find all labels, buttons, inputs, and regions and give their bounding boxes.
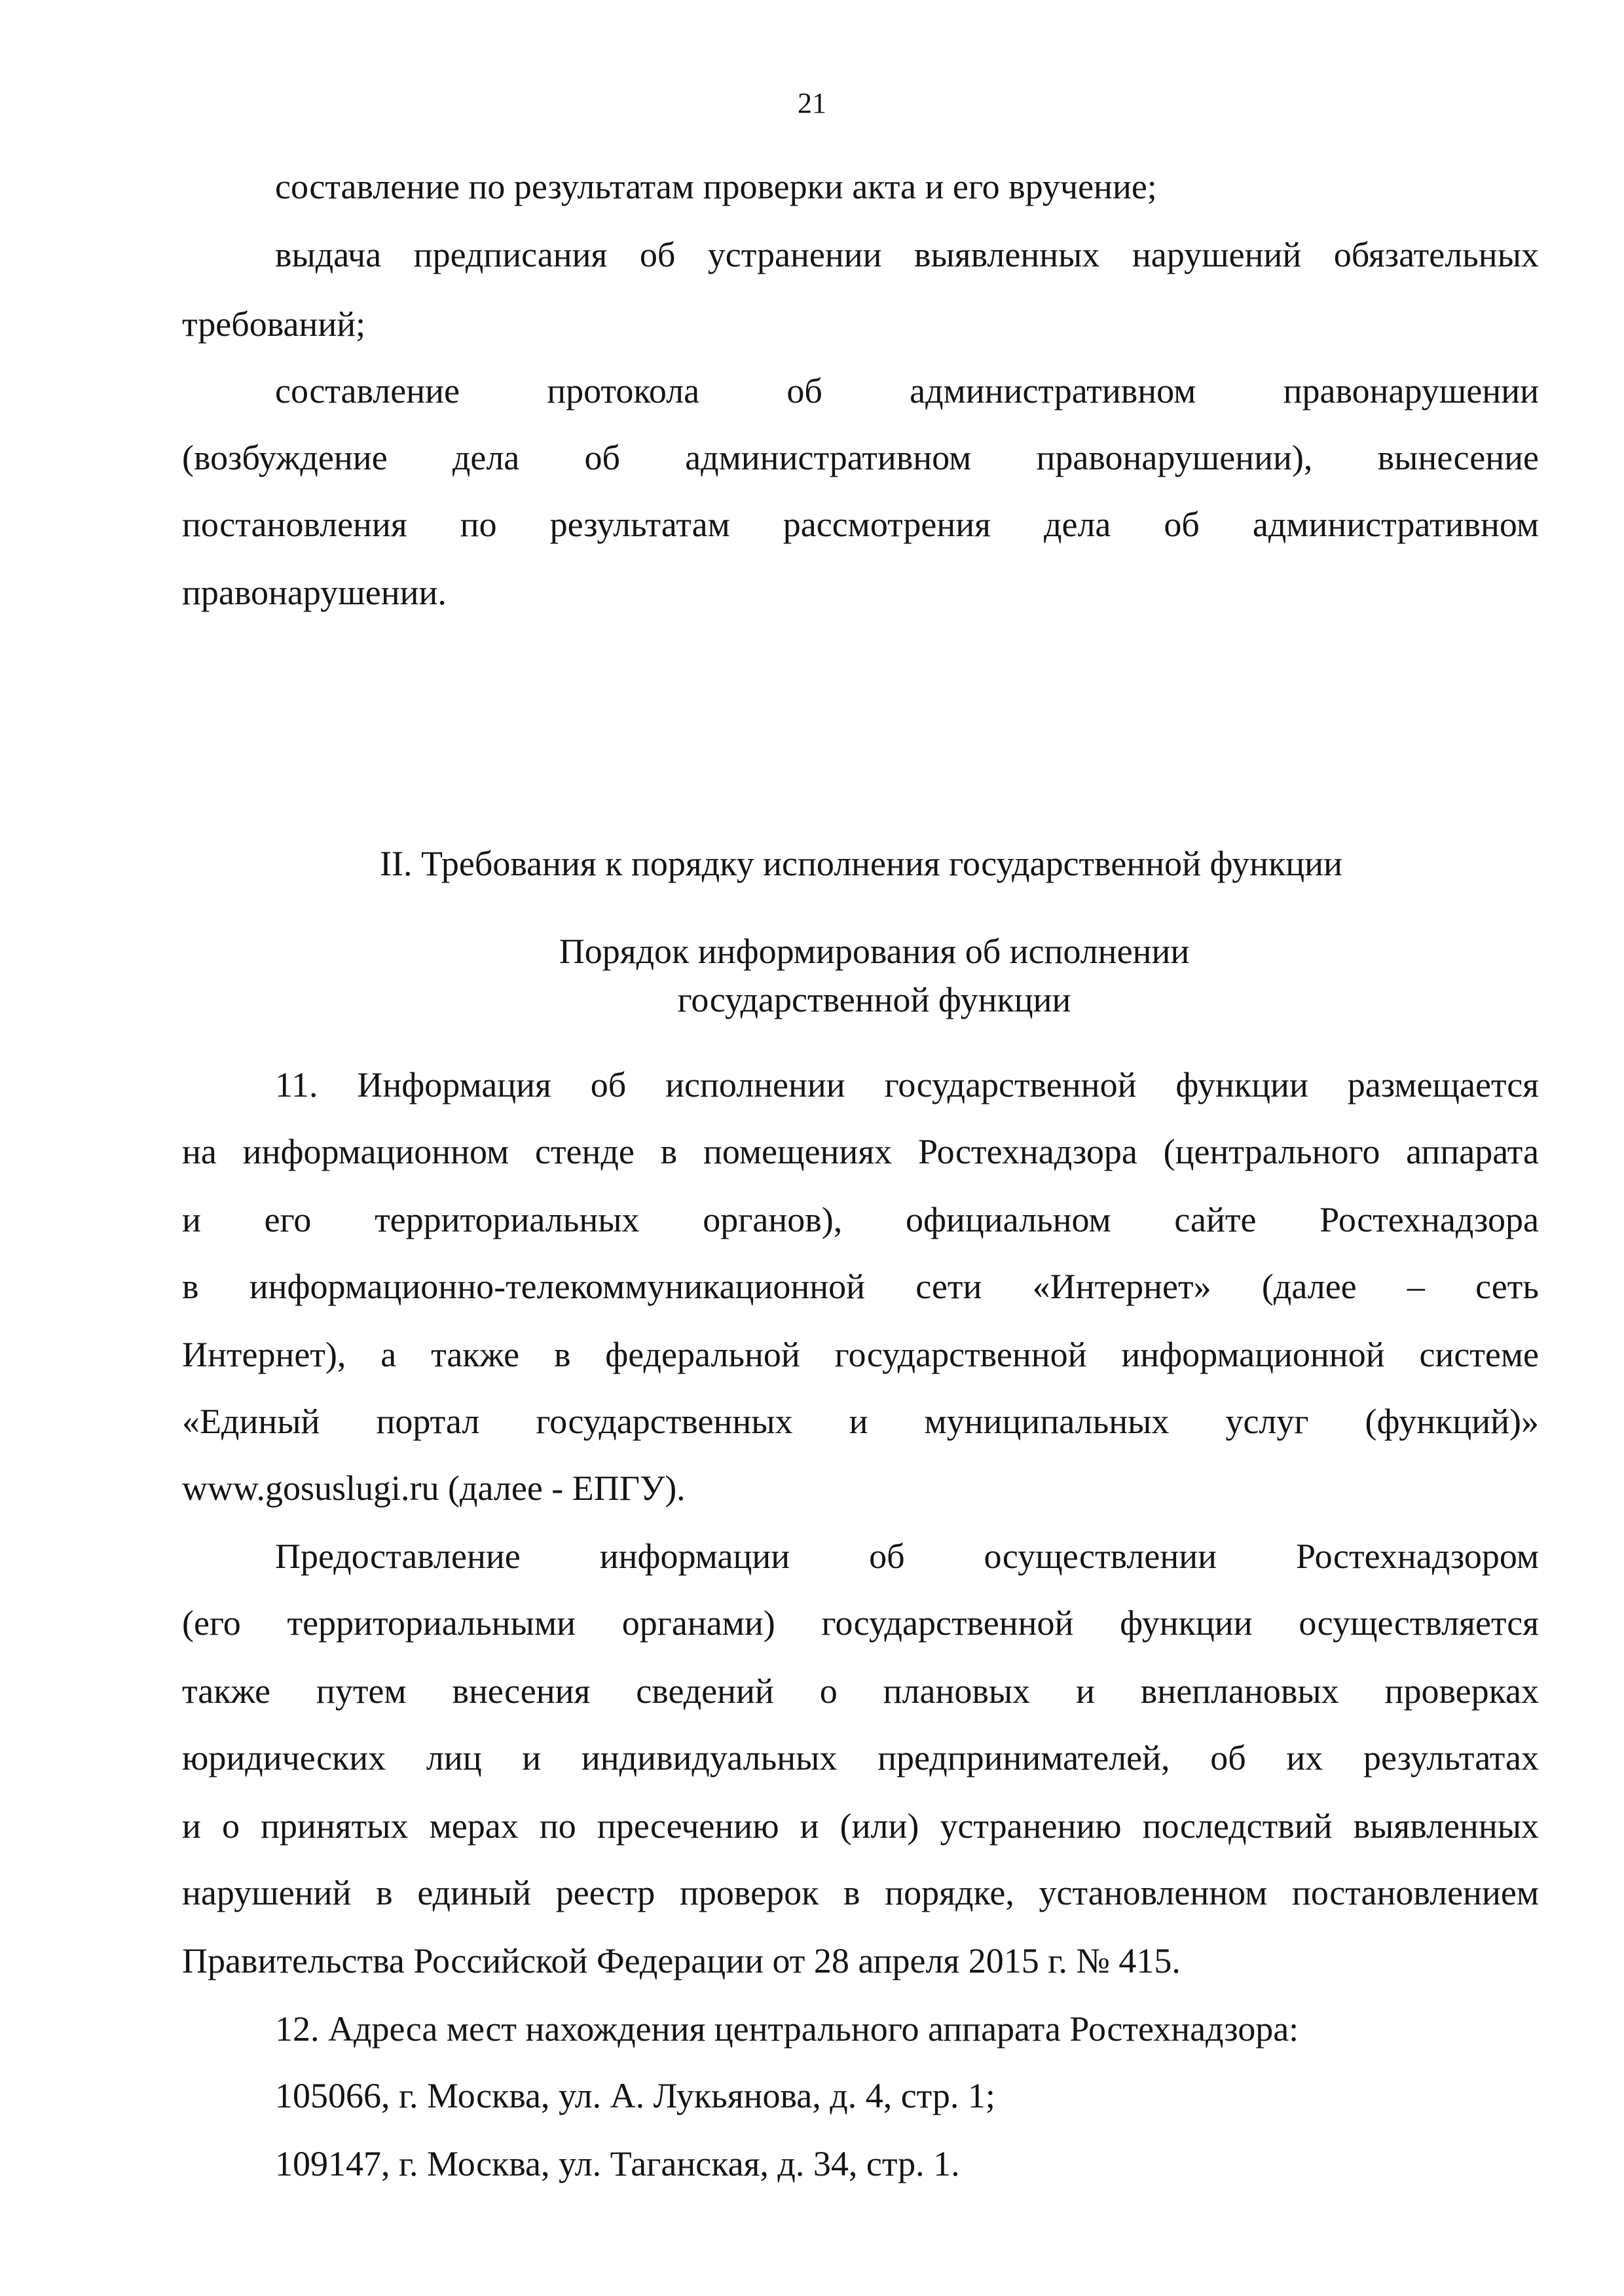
text-line: Предоставление информации об осуществлении Ростехнадзором [275,1537,1539,1576]
text-line: «Единый портал государственных и муниципальных услуг (функций)» [182,1402,1539,1441]
address-line: 109147, г. Москва, ул. Таганская, д. 34, стр. 1. [275,2144,960,2183]
text-line: также путем внесения сведений о плановых и внеплановых проверках [182,1671,1539,1711]
subsection-heading-line: государственной функции [677,980,1071,1019]
text-line: (возбуждение дела об административном правонарушении), вынесение [182,438,1539,477]
text-line: нарушений в единый реестр проверок в порядке, установленном постановлением [182,1873,1539,1912]
text-line: Правительства Российской Федерации от 28 апреля 2015 г. № 415. [182,1941,1181,1980]
text-line: требований; [182,304,366,344]
text-line: 12. Адреса мест нахождения центрального аппарата Ростехнадзора: [275,2009,1299,2049]
subsection-heading-line: Порядок информирования об исполнении [559,932,1190,971]
text-line: правонарушении. [182,573,447,612]
address-line: 105066, г. Москва, ул. А. Лукьянова, д. 4, стр. 1; [275,2076,995,2115]
text-line: постановления по результатам рассмотрения дела об административном [182,505,1539,544]
text-line: составление по результатам проверки акта и его вручение; [275,167,1157,206]
text-line: составление протокола об административном правонарушении [275,371,1539,410]
text-line: www.gosuslugi.ru (далее - ЕПГУ). [182,1468,686,1508]
text-line: (его территориальными органами) государственной функции осуществляется [182,1603,1539,1643]
text-line: Интернет), а также в федеральной государственной информационной системе [182,1335,1539,1374]
text-line: 11. Информация об исполнении государственной функции размещается [275,1065,1539,1104]
text-line: выдача предписания об устранении выявленных нарушений обязательных [275,235,1539,274]
section-heading: II. Требования к порядку исполнения государственной функции [380,844,1342,883]
text-line: на информационном стенде в помещениях Ростехнадзора (центрального аппарата [182,1132,1539,1171]
text-line: юридических лиц и индивидуальных предпринимателей, об их результатах [182,1738,1539,1777]
text-line: и о принятых мерах по пресечению и (или) устранению последствий выявленных [182,1806,1539,1846]
text-line: в информационно-телекоммуникационной сети «Интернет» (далее – сеть [182,1267,1539,1306]
page-number: 21 [798,87,826,119]
text-line: и его территориальных органов), официальном сайте Ростехнадзора [182,1200,1539,1239]
